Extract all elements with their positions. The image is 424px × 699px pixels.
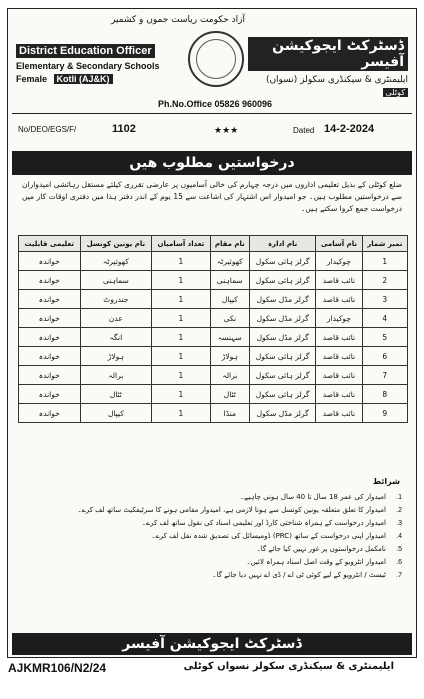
condition-item	[22, 504, 402, 517]
condition-item	[22, 530, 402, 543]
table-row	[19, 366, 408, 385]
table-cell: چوکیدار	[316, 252, 362, 271]
table-body	[19, 252, 408, 423]
table-cell: کھوئیرٹہ	[210, 252, 249, 271]
table-cell: سہنسہ	[210, 328, 249, 347]
condition-text: نامکمل درخواستوں پر غور نہیں کیا جائے گا۔	[256, 545, 386, 553]
table-row	[19, 404, 408, 423]
table-cell: خواندہ	[19, 366, 81, 385]
footer-office: ایلیمنٹری & سیکنڈری سکولز نسواں کوٹلی	[183, 661, 394, 672]
table-header-cell: تعداد آسامیاں	[152, 236, 210, 252]
condition-number: 7.	[396, 572, 402, 579]
table-cell: گرلز ہائی سکول	[250, 271, 316, 290]
table-cell: گرلز مڈل سکول	[250, 404, 316, 423]
table-cell: نائب قاصد	[316, 366, 362, 385]
table-cell: خواندہ	[19, 385, 81, 404]
table-cell: گرلز ہائی سکول	[250, 385, 316, 404]
table-cell: گرلز ہائی سکول	[250, 347, 316, 366]
table-cell: چوکیدار	[316, 309, 362, 328]
table-cell: 1	[152, 366, 210, 385]
table-cell: گرلز مڈل سکول	[250, 290, 316, 309]
table-cell: نائب قاصد	[316, 271, 362, 290]
table-cell: 5	[362, 328, 407, 347]
intro-paragraph: ضلع کوٹلی کے بذیل تعلیمی اداروں میں درجہ چہارم کی خالی آسامیوں پر عارضی تقرری کیلئے مستقل رہائشی امیدواران سے درخواستیں مطلوب ہیں۔ جو امیدوار اس اشتہار کی اشاعت سے 15 یوم کے اندر دفتر ہذا میں دفتری اوقات کار میں درخواست جمع کروا سکتے ہیں۔	[22, 180, 402, 213]
table-cell: کیپال	[210, 290, 249, 309]
table-cell: خواندہ	[19, 290, 81, 309]
ad-code: AJKMR106/N2/24	[8, 661, 107, 675]
table-cell: نکی	[210, 309, 249, 328]
english-female-line	[16, 74, 176, 84]
table-cell: خواندہ	[19, 271, 81, 290]
reference-label: No/DEO/EGS/F/	[18, 125, 77, 134]
table-cell: ہولاڑ	[210, 347, 249, 366]
table-cell: 2	[362, 271, 407, 290]
table-row	[19, 271, 408, 290]
table-header-cell: نام ادارہ	[250, 236, 316, 252]
table-cell: 1	[152, 271, 210, 290]
condition-number: 1.	[396, 494, 402, 501]
table-row	[19, 252, 408, 271]
reference-number: 1102	[112, 123, 136, 135]
table-cell: نائب قاصد	[316, 347, 362, 366]
header-divider	[12, 113, 412, 114]
table-cell: نائب قاصد	[316, 290, 362, 309]
table-cell: خواندہ	[19, 252, 81, 271]
table-cell: سماہنی	[80, 271, 152, 290]
english-female-label: Female	[16, 74, 48, 84]
table-cell: ٹٹال	[210, 385, 249, 404]
urdu-location-line	[248, 88, 408, 97]
table-cell: خواندہ	[19, 347, 81, 366]
table-header-row	[19, 236, 408, 252]
top-urdu-heading: آزاد حکومت ریاست جموں و کشمیر	[110, 15, 246, 25]
english-location: Kotli (AJ&K)	[54, 74, 113, 84]
table-cell: 1	[152, 252, 210, 271]
table-cell: کھوئیرٹہ	[80, 252, 152, 271]
issue-date: 14-2-2024	[324, 123, 375, 135]
table-cell: گرلز مڈل سکول	[250, 328, 316, 347]
table-cell: کیپال	[80, 404, 152, 423]
condition-item	[22, 569, 402, 582]
condition-item	[22, 543, 402, 556]
condition-text: ٹیسٹ / انٹرویو کے لیے کوئی ٹی اے / ڈی اے نہیں دیا جائے گا۔	[212, 571, 386, 579]
star-ornament: ★★★	[214, 125, 239, 135]
table-cell: خواندہ	[19, 309, 81, 328]
table-cell: برالہ	[210, 366, 249, 385]
condition-item	[22, 556, 402, 569]
condition-number: 5.	[396, 546, 402, 553]
english-header	[16, 39, 176, 84]
table-cell: 1	[152, 309, 210, 328]
table-cell: نائب قاصد	[316, 328, 362, 347]
condition-text: امیدوار کا تعلق متعلقہ یونین کونسل سے ہونا لازمی ہے، امیدوار مقامی ہونے کا سرٹیفکیٹ ساتھ لف کرے۔	[77, 506, 386, 514]
table-cell: 1	[152, 290, 210, 309]
condition-number: 4.	[396, 533, 402, 540]
signature-title: ڈسٹرکٹ ایجوکیشن آفیسر	[12, 633, 412, 655]
table-header-cell: نام مقام	[210, 236, 249, 252]
table-header-cell: نام یونین کونسل	[80, 236, 152, 252]
table-header-cell: تعلیمی قابلیت	[19, 236, 81, 252]
table-cell: منڈا	[210, 404, 249, 423]
table-cell: 1	[152, 404, 210, 423]
urdu-office-sub: ایلیمنٹری & سیکنڈری سکولز (نسواں)	[265, 75, 408, 85]
table-cell: عدن	[80, 309, 152, 328]
condition-text: امیدوار کی عمر 18 سال تا 40 سال ہونی چاہیے۔	[240, 493, 386, 501]
table-row	[19, 385, 408, 404]
government-seal-icon	[188, 31, 244, 87]
table-cell: 1	[152, 347, 210, 366]
table-cell: 1	[152, 385, 210, 404]
table-cell: گرلز ہائی سکول	[250, 366, 316, 385]
conditions-title: شرائط	[372, 477, 400, 486]
table-cell: ہولاڑ	[80, 347, 152, 366]
table-cell: سماہنی	[210, 271, 249, 290]
table-row	[19, 347, 408, 366]
advertisement-frame	[7, 8, 417, 658]
vacancy-title: درخواستیں مطلوب ھیں	[12, 151, 412, 175]
vacancy-table	[18, 235, 408, 423]
table-cell: 8	[362, 385, 407, 404]
urdu-header	[248, 37, 408, 97]
condition-item	[22, 491, 402, 504]
table-cell: ٹٹال	[80, 385, 152, 404]
table-cell: جندروٹ	[80, 290, 152, 309]
table-cell: 1	[362, 252, 407, 271]
table-cell: گرلز ہائی سکول	[250, 252, 316, 271]
table-cell: خواندہ	[19, 404, 81, 423]
table-cell: انگہ	[80, 328, 152, 347]
table-cell: 6	[362, 347, 407, 366]
table-header-cell: نام آسامی	[316, 236, 362, 252]
table-header-cell: نمبر شمار	[362, 236, 407, 252]
urdu-office-title: ڈسٹرکٹ ایجوکیشن آفیسر	[248, 37, 408, 71]
table-cell: خواندہ	[19, 328, 81, 347]
condition-number: 2.	[396, 507, 402, 514]
office-phone: Ph.No.Office 05826 960096	[158, 99, 273, 109]
table-cell: نائب قاصد	[316, 385, 362, 404]
table-cell: 1	[152, 328, 210, 347]
condition-number: 3.	[396, 520, 402, 527]
condition-text: امیدوار درخواست کے ہمراہ شناختی کارڈ اور تعلیمی اسناد کی نقول ساتھ لف کرے۔	[141, 519, 386, 527]
reference-line	[18, 123, 406, 137]
english-office-title: District Education Officer	[16, 44, 155, 58]
conditions-list	[22, 491, 402, 582]
dated-label: Dated	[293, 126, 315, 135]
table-cell: گرلز مڈل سکول	[250, 309, 316, 328]
table-row	[19, 290, 408, 309]
english-office-sub: Elementary & Secondary Schools	[16, 61, 160, 71]
table-cell: 7	[362, 366, 407, 385]
table-cell: 4	[362, 309, 407, 328]
condition-item	[22, 517, 402, 530]
table-row	[19, 309, 408, 328]
table-cell: 9	[362, 404, 407, 423]
table-row	[19, 328, 408, 347]
table-cell: نائب قاصد	[316, 404, 362, 423]
table-cell: 3	[362, 290, 407, 309]
table-cell: برالہ	[80, 366, 152, 385]
condition-text: امیدوار اپنی درخواست کے ساتھ (PRC) ڈومیسائل کی تصدیق شدہ نقل لف کرے۔	[151, 532, 386, 540]
condition-number: 6.	[396, 559, 402, 566]
seal-inner-ring	[196, 39, 236, 79]
urdu-location: کوٹلی	[383, 88, 408, 97]
condition-text: امیدوار انٹرویو کے وقت اصل اسناد ہمراہ لائیں۔	[246, 558, 386, 566]
